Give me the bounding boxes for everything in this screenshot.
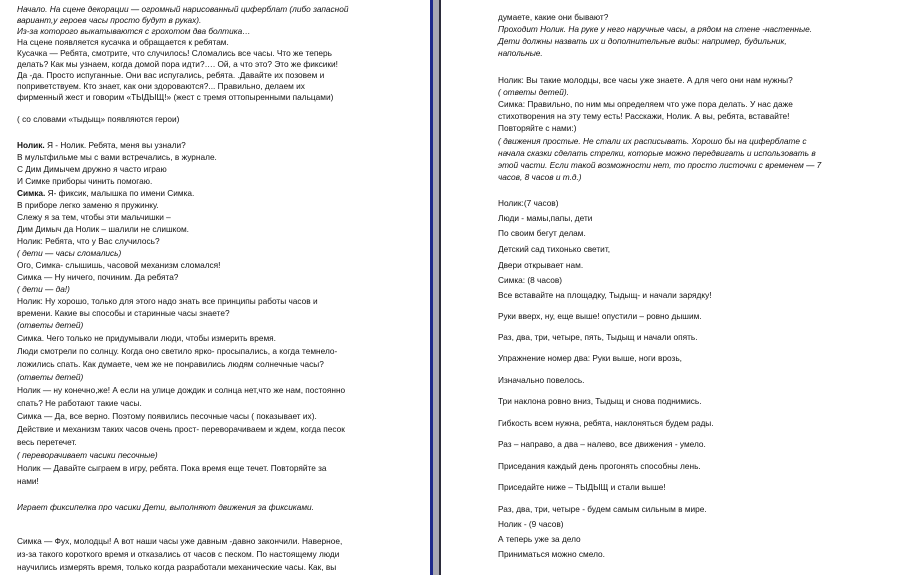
text-line: ( движения простые. Не стали их расписывать. Хорошо бы на циферблате с — [498, 136, 807, 146]
text-line: спать? Не работают такие часы. — [17, 398, 142, 408]
text-line: напольные. — [498, 48, 543, 58]
text-line: Руки вверх, ну, еще выше! опустили – ровно дышим. — [498, 311, 702, 321]
speaker-name: Симка. — [17, 188, 46, 198]
text-line: На сцене появляется кусачка и обращается к ребятам. — [17, 37, 229, 47]
text-line: Дети должны назвать их и дополнительные виды: например, будильник, — [498, 36, 787, 46]
text-line: Нолик — Давайте сыграем в игру, ребята. Пока время еще течет. Повторяйте за — [17, 463, 327, 473]
text-line: Начало. На сцене декорации — огромный нарисованный циферблат (либо запасной — [17, 4, 349, 14]
text-line: этой части. Если такой возможности нет, то просто листочки с временем — 7 — [498, 160, 822, 170]
text-line: Раз, два, три, четыре, пять, Тыдыщ и начали опять. — [498, 332, 698, 342]
text-line: делать? Как мы узнаем, когда домой пора идти?…. Ой, а что это? Это же фиксики! — [17, 59, 338, 69]
speaker-name: Нолик. — [17, 140, 45, 150]
page-gutter — [430, 0, 441, 575]
text-line: Три наклона ровно вниз, Тыдыщ и снова поднимись. — [498, 396, 702, 406]
text-line: Нолик — ну конечно,же! А если на улице дождик и солнца нет,что же нам, постоянно — [17, 385, 346, 395]
text-line: Повторяйте с нами:) — [498, 123, 577, 133]
text-line: ложились спать. Как думаете, чем же не понравились людям солнечные часы? — [17, 359, 324, 369]
text-line: Проходит Нолик. На руке у него наручные часы, а рядом на стене -настенные. — [498, 24, 812, 34]
text-line: Приниматься можно смело. — [498, 549, 605, 559]
text-line: Из-за которого выкатываются с грохотом два болтика… — [17, 26, 251, 36]
text-line: Приседания каждый день прогонять способны лень. — [498, 461, 701, 471]
text-line: Приседайте ниже – ТЫДЫЩ и стали выше! — [498, 482, 666, 492]
text-line: (ответы детей) — [17, 320, 84, 330]
text-line: Да -да. Просто испуганные. Они вас испугались, ребята. .Давайте их позовем и — [17, 70, 325, 80]
text-line: Упражнение номер два: Руки выше, ноги врозь, — [498, 353, 682, 363]
text-line: А теперь уже за дело — [498, 534, 581, 544]
text-line: Симка. Чего только не придумывали люди, чтобы измерить время. — [17, 333, 276, 343]
text-line: Детский сад тихонько светит, — [498, 244, 610, 254]
text-line: нами! — [17, 476, 39, 486]
text-line: из-за такого короткого время и отказались от часов с песком. По настоящему люди — [17, 549, 340, 559]
text-line: часов, 8 часов и т.д.) — [498, 172, 582, 182]
text-line: Раз, два, три, четыре - будем самым сильным в мире. — [498, 504, 707, 514]
text-line: Симка: (8 часов) — [498, 275, 563, 285]
text-line: Слежу я за тем, чтобы эти мальчишки – — [17, 212, 171, 222]
text-line: поприветствуем. Кто знает, как они здороваются?... Правильно, делаем их — [17, 81, 305, 91]
text-line: Люди смотрели по солнцу. Когда оно светило ярко- просыпались, а когда темнело- — [17, 346, 338, 356]
left-page — [0, 0, 430, 575]
text-line: По своим бегут делам. — [498, 228, 586, 238]
text-line: Нолик: Вы такие молодцы, все часы уже знаете. А для чего они нам нужны? — [498, 75, 793, 85]
text-line: Симка. Я- фиксик, малышка по имени Симка. — [17, 188, 195, 198]
text-line: С Дим Димычем дружно я часто играю — [17, 164, 167, 174]
text-line: весь перетечет. — [17, 437, 77, 447]
text-line: И Симке приборы чинить помогаю. — [17, 176, 153, 186]
text-line: Симка — Ну ничего, починим. Да ребята? — [17, 272, 179, 282]
text-line: Изначально повелось. — [498, 375, 585, 385]
text-line: Все вставайте на площадку, Тыдыщ- и начали зарядку! — [498, 290, 712, 300]
text-line: стихотворения на эту тему есть! Расскажи, Нолик. А вы, ребята, вставайте! — [498, 111, 790, 121]
text-line: Дим Димыч да Нолик – шалили не слишком. — [17, 224, 189, 234]
text-line: Кусачка — Ребята, смотрите, что случилось! Сломались все часы. Что же теперь — [17, 48, 332, 58]
text-line: ( со словами «тыдыщ» появляются герои) — [17, 114, 180, 124]
text-line: Гибкость всем нужна, ребята, наклоняться будем рады. — [498, 418, 714, 428]
text-line: Действие и механизм таких часов очень прост- переворачиваем и ждем, когда песок — [17, 424, 345, 434]
text-line: ( ответы детей). — [498, 87, 569, 97]
text-line: Раз – направо, а два – налево, все движения - умело. — [498, 439, 706, 449]
text-line: ( дети — да!) — [17, 284, 70, 294]
text-line: Нолик:(7 часов) — [498, 198, 559, 208]
text-line: (ответы детей) — [17, 372, 84, 382]
text-line: начала сказки сделать стрелки, которые можно передвигать и использовать в — [498, 148, 816, 158]
right-page — [441, 0, 909, 575]
text-line: Нолик - (9 часов) — [498, 519, 564, 529]
text-line: вариант,у героев часы просто будут в руках). — [17, 15, 202, 25]
text-line: ( переворачивает часики песочные) — [17, 450, 158, 460]
text-line: Нолик: Ребята, что у Вас случилось? — [17, 236, 160, 246]
text-line: фирменный жест и говорим «ТЫДЫЩ!» (жест с тремя оттопыренными пальцами) — [17, 92, 334, 102]
text-line: Нолик: Ну хорошо, только для этого надо знать все принципы работы часов и — [17, 296, 318, 306]
text-line: думаете, какие они бывают? — [498, 12, 609, 22]
text-line: Играет фиксипелка про часики Дети, выполняют движения за фиксиками. — [17, 502, 314, 512]
text-line: Люди - мамы,папы, дети — [498, 213, 593, 223]
text-line: Симка — Да, все верно. Поэтому появились песочные часы ( показывает их). — [17, 411, 317, 421]
text-line: Нолик. Я - Нолик. Ребята, меня вы узнали? — [17, 140, 186, 150]
text-line: Двери открывает нам. — [498, 260, 584, 270]
text-line: Симка — Фух, молодцы! А вот наши часы уже давным -давно закончили. Наверное, — [17, 536, 343, 546]
text-line: В мультфильме мы с вами встречались, в журнале. — [17, 152, 217, 162]
text-line: Симка: Правильно, по ним мы определяем что уже пора делать. У нас даже — [498, 99, 793, 109]
gutter-edge — [430, 0, 433, 575]
text-line: ( дети — часы сломались) — [17, 248, 122, 258]
text-line: времени. Какие вы способы и старинные часы знаете? — [17, 308, 230, 318]
text-line: научились измерять время, только когда разработали механические часы. Как, вы — [17, 562, 337, 572]
text-line: Ого, Симка- слышишь, часовой механизм сломался! — [17, 260, 221, 270]
text-line: В приборе легко заменю я пружинку. — [17, 200, 159, 210]
